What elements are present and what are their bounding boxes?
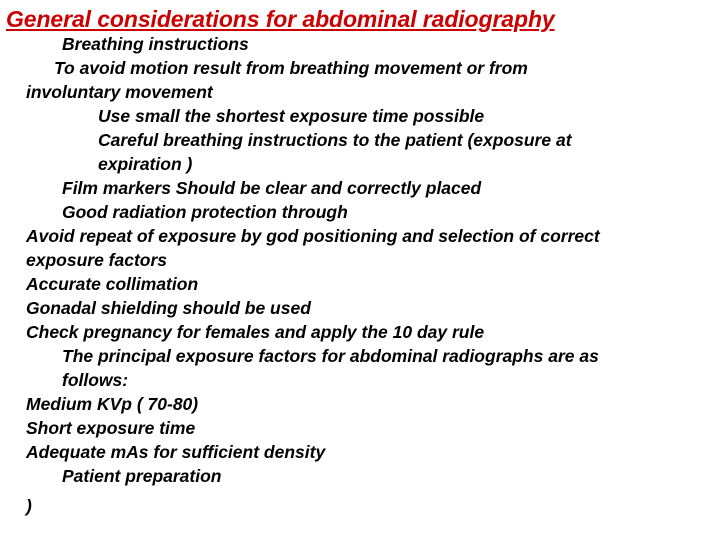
text-line-expiration: expiration ): [98, 154, 193, 174]
text-line-avoid-repeat: Avoid repeat of exposure by god positioning and selection of correct: [26, 226, 600, 246]
text-line-radiation-protection: Good radiation protection through: [62, 202, 348, 222]
text-line-avoid-motion: To avoid motion result from breathing movement or from: [54, 58, 528, 78]
text-line-principal-exposure-factors: The principal exposure factors for abdominal radiographs are as: [62, 346, 599, 366]
text-line-accurate-collimation: Accurate collimation: [26, 274, 199, 294]
text-line-breathing-instructions: Breathing instructions: [62, 34, 249, 54]
text-line-gonadal-shielding: Gonadal shielding should be used: [26, 298, 311, 318]
text-line-follows: follows:: [62, 370, 129, 390]
text-line-exposure-factors: exposure factors: [26, 250, 168, 270]
text-line-involuntary-movement: involuntary movement: [26, 82, 213, 102]
text-line-short-exposure-time: Use small the shortest exposure time possible: [98, 106, 485, 126]
slide-title: General considerations for abdominal radiography: [6, 6, 555, 32]
text-line-check-pregnancy: Check pregnancy for females and apply the 10 day rule: [26, 322, 485, 342]
text-line-medium-kvp: Medium KVp ( 70-80): [26, 394, 199, 414]
text-line-adequate-mas: Adequate mAs for sufficient density: [26, 442, 326, 462]
text-line-closing-paren: ): [26, 496, 32, 516]
text-line-careful-breathing: Careful breathing instructions to the patient (exposure at: [98, 130, 572, 150]
text-line-film-markers: Film markers Should be clear and correctly placed: [62, 178, 482, 198]
text-line-patient-preparation: Patient preparation: [62, 466, 222, 486]
text-line-short-exposure: Short exposure time: [26, 418, 196, 438]
